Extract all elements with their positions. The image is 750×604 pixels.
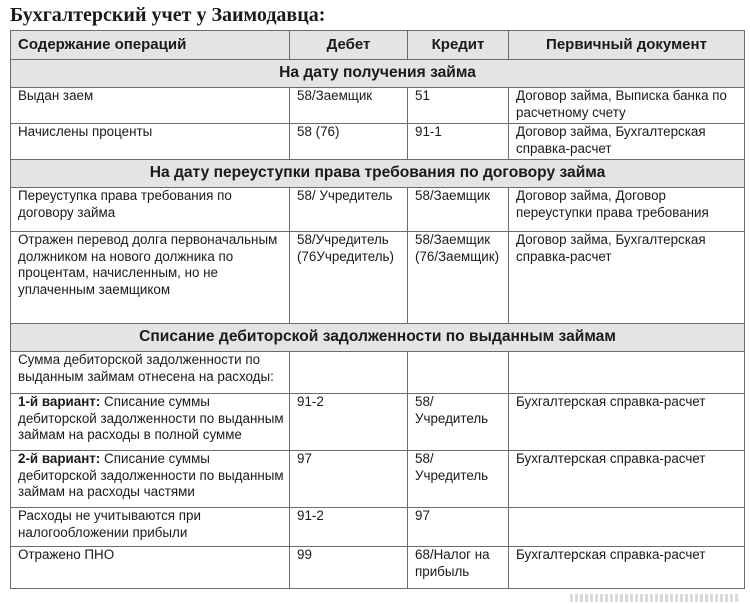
- variant-label: 2-й вариант:: [18, 451, 101, 466]
- accounting-table: [10, 30, 745, 589]
- operation-content: Расходы не учитываются при налогообложении прибыли: [11, 508, 290, 547]
- credit-cell: 97: [408, 508, 509, 547]
- credit-cell: [408, 352, 509, 394]
- operation-content: [11, 394, 290, 451]
- debit-cell: 58/Заемщик: [290, 88, 408, 124]
- table-row: [11, 88, 745, 124]
- header-content: Содержание операций: [11, 31, 290, 60]
- credit-cell: 68/Налог на прибыль: [408, 547, 509, 589]
- section-header-row: [11, 324, 745, 352]
- primary-document-cell: [509, 352, 745, 394]
- operation-content: [11, 451, 290, 508]
- section-header-row: [11, 60, 745, 88]
- credit-cell: 58/Учредитель: [408, 394, 509, 451]
- variant-text: Списание суммы дебиторской задолженности по выданным займам на расходы в полной сумме: [18, 394, 284, 442]
- credit-cell: 58/Заемщик: [408, 188, 509, 232]
- debit-cell: [290, 352, 408, 394]
- section-title: На дату получения займа: [11, 60, 745, 88]
- operation-content: Переуступка права требования по договору займа: [11, 188, 290, 232]
- debit-cell: 91-2: [290, 508, 408, 547]
- variant-label: 1-й вариант:: [18, 394, 101, 409]
- operation-content: Сумма дебиторской задолженности по выданным займам отнесена на расходы:: [11, 352, 290, 394]
- primary-document-cell: [509, 508, 745, 547]
- table-row: [11, 451, 745, 508]
- credit-cell: 91-1: [408, 124, 509, 160]
- table-row: [11, 232, 745, 324]
- primary-document-cell: Бухгалтерская справка-расчет: [509, 547, 745, 589]
- document-title: Бухгалтерский учет у Заимодавца:: [10, 4, 326, 26]
- table-row: [11, 352, 745, 394]
- operation-content: Отражено ПНО: [11, 547, 290, 589]
- table-header-row: [11, 31, 745, 60]
- table-row: [11, 394, 745, 451]
- section-header-row: [11, 160, 745, 188]
- variant-text: Списание суммы дебиторской задолженности по выданным займам на расходы частями: [18, 451, 284, 499]
- debit-cell: 97: [290, 451, 408, 508]
- debit-cell: 99: [290, 547, 408, 589]
- primary-document-cell: Договор займа, Бухгалтерская справка-расчет: [509, 124, 745, 160]
- primary-document-cell: Договор займа, Бухгалтерская справка-расчет: [509, 232, 745, 324]
- table-row: [11, 188, 745, 232]
- credit-cell: 51: [408, 88, 509, 124]
- primary-document-cell: Бухгалтерская справка-расчет: [509, 451, 745, 508]
- header-credit: Кредит: [408, 31, 509, 60]
- credit-cell: 58/Учредитель: [408, 451, 509, 508]
- table-row: [11, 508, 745, 547]
- operation-content: Выдан заем: [11, 88, 290, 124]
- primary-document-cell: Договор займа, Договор переуступки права требования: [509, 188, 745, 232]
- debit-cell: 91-2: [290, 394, 408, 451]
- debit-cell: 58/Учредитель (76Учредитель): [290, 232, 408, 324]
- header-debit: Дебет: [290, 31, 408, 60]
- watermark: [570, 594, 740, 602]
- table-row: [11, 547, 745, 589]
- debit-cell: 58/ Учредитель: [290, 188, 408, 232]
- section-title: На дату переуступки права требования по договору займа: [11, 160, 745, 188]
- operation-content: Отражен перевод долга первоначальным должником на нового должника по процентам, начисленным, но не уплаченным заемщиком: [11, 232, 290, 324]
- operation-content: Начислены проценты: [11, 124, 290, 160]
- primary-document-cell: Бухгалтерская справка-расчет: [509, 394, 745, 451]
- debit-cell: 58 (76): [290, 124, 408, 160]
- primary-document-cell: Договор займа, Выписка банка по расчетному счету: [509, 88, 745, 124]
- section-title: Списание дебиторской задолженности по выданным займам: [11, 324, 745, 352]
- table-row: [11, 124, 745, 160]
- credit-cell: 58/Заемщик (76/Заемщик): [408, 232, 509, 324]
- header-primary-document: Первичный документ: [509, 31, 745, 60]
